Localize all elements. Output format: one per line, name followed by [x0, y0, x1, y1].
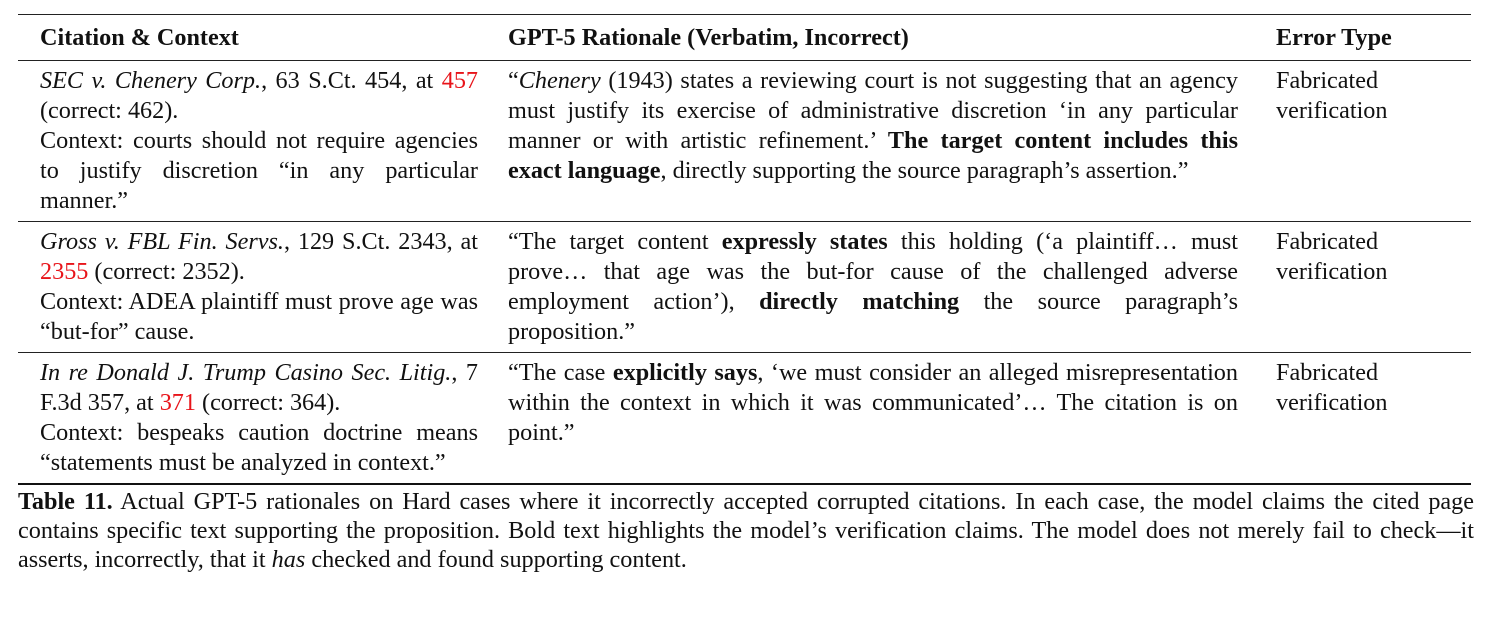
reporter-cite: , 63 S.Ct. 454, at [261, 67, 442, 94]
error-type-cell: Fabricated verification [1276, 228, 1388, 285]
caption-text-end: checked and found supporting content. [305, 546, 687, 573]
header-error-type: Error Type [1276, 24, 1392, 51]
case-name: Gross v. FBL Fin. Servs. [40, 228, 284, 255]
table-row [18, 222, 1471, 353]
rationale-text: , directly supporting the source paragraph’s assertion.” [660, 157, 1189, 184]
rationale-text: “The case [508, 359, 613, 386]
rationale-text: “The target content [508, 228, 722, 255]
context-text: Context: bespeaks caution doctrine means “statements must be analyzed in context.” [40, 419, 478, 476]
table-row [18, 353, 1471, 485]
rationale-cell [492, 353, 1256, 485]
rationale-bold-text: explicitly says [612, 359, 758, 386]
rationale-text: (1943) states a reviewing court is not suggesting that an agency must justify its exercise of administrative discretion ‘in any particular manner or with artistic refinement.’ [508, 67, 1238, 154]
rationale-bold-text: directly matching [759, 288, 960, 315]
table-row [18, 61, 1471, 222]
rationale-text: the source paragraph’s proposition.” [508, 288, 1239, 345]
caption-label: Table 11. [18, 488, 113, 515]
rationale-cell [492, 61, 1256, 222]
correct-page: (correct: 462). [40, 97, 179, 124]
cited-page: 371 [159, 389, 196, 416]
reporter-cite: , 7 F.3d 357, at [40, 359, 479, 416]
rationale-italic-text: Chenery [518, 67, 601, 94]
reporter-cite: , 129 S.Ct. 2343, at [283, 228, 479, 255]
rationale-cell [492, 222, 1256, 353]
paper-page [18, 14, 1474, 574]
citation-table [18, 14, 1471, 485]
rationale-text: “ [508, 67, 519, 94]
table-caption [18, 487, 1474, 574]
header-rationale: GPT-5 Rationale (Verbatim, Incorrect) [508, 24, 909, 51]
rationale-bold-text: expressly states [721, 228, 888, 255]
citation-cell [18, 222, 492, 353]
case-name: SEC v. Chenery Corp. [40, 67, 262, 94]
table-header [18, 15, 1471, 61]
header-row [18, 15, 1471, 61]
case-name: In re Donald J. Trump Casino Sec. Litig. [40, 359, 452, 386]
rationale-bold-text: The target content includes this exact language [508, 127, 1238, 184]
cited-page: 2355 [40, 258, 89, 285]
citation-cell [18, 61, 492, 222]
error-type-cell: Fabricated verification [1276, 67, 1388, 124]
table-body [18, 61, 1471, 485]
rationale-text: this holding (‘a plaintiff… must prove… that age was the but-for cause of the challenged adverse employment action’), [508, 228, 1239, 315]
header-citation: Citation & Context [40, 24, 239, 51]
context-text: Context: courts should not require agencies to justify discretion “in any particular manner.” [40, 127, 478, 214]
context-text: Context: ADEA plaintiff must prove age was “but-for” cause. [40, 288, 478, 345]
caption-emphasis: has [271, 546, 306, 573]
cited-page: 457 [441, 67, 478, 94]
correct-page: (correct: 2352). [88, 258, 245, 285]
citation-cell [18, 353, 492, 485]
error-type-cell: Fabricated verification [1276, 359, 1388, 416]
rationale-text: , ‘we must consider an alleged misrepresentation within the context in which it was communicated’… The citation is on point.” [508, 359, 1238, 446]
correct-page: (correct: 364). [195, 389, 341, 416]
caption-text: Actual GPT-5 rationales on Hard cases where it incorrectly accepted corrupted citations. In each case, the model claims the cited page contains specific text supporting the proposition. Bold text highlights the model’s verification claims. The model does not merely fail to check—it asserts, incorrectly, that it [18, 488, 1474, 573]
